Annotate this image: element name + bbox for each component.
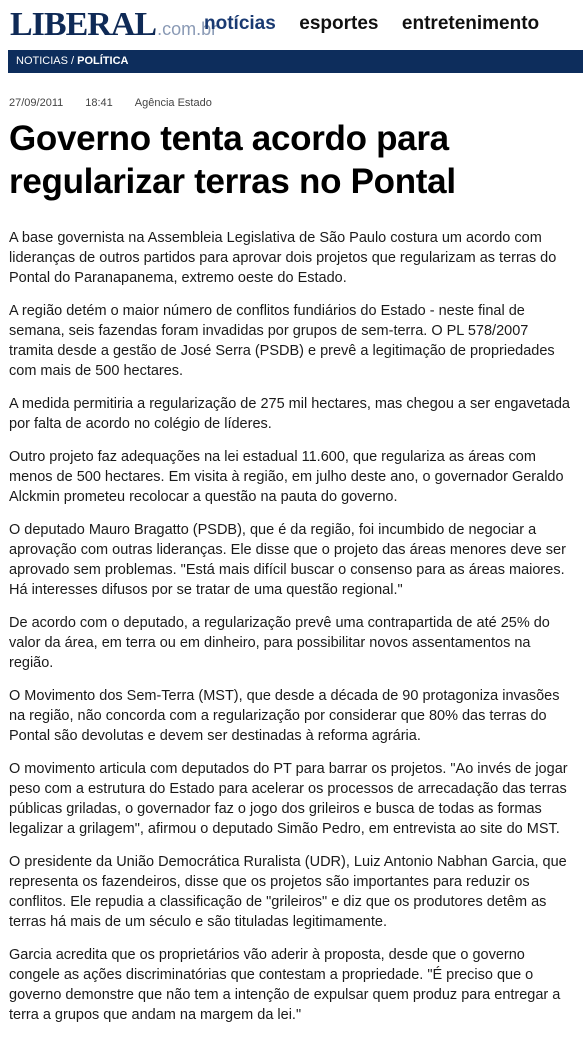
article-paragraph: De acordo com o deputado, a regularização prevê uma contrapartida de até 25% do valor da área, em terra ou em dinheiro, para possibilitar novos assentamentos na região. (9, 615, 550, 671)
site-logo[interactable] (10, 6, 217, 44)
article-paragraph: O Movimento dos Sem-Terra (MST), que desde a década de 90 protagoniza invasões na região, não concorda com a regularização por considerar que 80% das terras do Pontal são devolutas e devem ser destinadas à reforma agrária. (9, 688, 560, 744)
article-body (9, 228, 574, 1025)
logo-text: LIBERAL (10, 6, 157, 43)
article-paragraph: Outro projeto faz adequações na lei estadual 11.600, que regulariza as áreas com menos de 500 hectares. Em visita à região, em julho deste ano, o governador Geraldo Alckmin prometeu recolocar a questão na pauta do governo. (9, 449, 564, 505)
site-header (0, 0, 583, 48)
breadcrumb-subsection[interactable]: POLÍTICA (77, 55, 129, 67)
main-nav (204, 13, 558, 35)
logo-domain: .com.br (157, 19, 218, 39)
article-paragraph: A região detém o maior número de conflitos fundiários do Estado - neste final de semana, seis fazendas foram invadidas por grupos de sem-terra. O PL 578/2007 tramita desde a gestão de José Serra (PSDB) e prevê a legitimação de propriedades com mais de 500 hectares. (9, 303, 555, 379)
nav-esportes[interactable]: esportes (299, 13, 379, 34)
breadcrumb-separator: / (67, 55, 78, 67)
article-meta (9, 97, 574, 111)
nav-noticias[interactable]: notícias (204, 13, 276, 34)
article-paragraph: Garcia acredita que os proprietários vão aderir à proposta, desde que o governo congele as ações discriminatórias que contestam a propriedade. "É preciso que o governo demonstre que não tem a intenção de expulsar quem produz para entregar a terra a grupos que andam na margem da lei." (9, 947, 561, 1023)
article-title: Governo tenta acordo para regularizar terras no Pontal (9, 119, 456, 201)
article-paragraph: A medida permitiria a regularização de 275 mil hectares, mas chegou a ser engavetada por falta de acordo no colégio de líderes. (9, 396, 570, 432)
article-time: 18:41 (85, 97, 113, 109)
article (9, 97, 574, 1038)
article-paragraph: O deputado Mauro Bragatto (PSDB), que é da região, foi incumbido de negociar a aprovação com outras lideranças. Ele disse que o projeto das áreas menores deve ser aprovado sem problemas. "Está mais difícil buscar o consenso para as áreas maiores. Há interesses difusos por se tratar de uma questão regional." (9, 522, 566, 598)
breadcrumb (8, 50, 583, 73)
article-paragraph: O movimento articula com deputados do PT para barrar os projetos. "Ao invés de jogar peso com a estrutura do Estado para acelerar os processos de arrecadação das terras públicas griladas, o governador faz o jogo dos grileiros e busca de todas as formas legalizar a grilagem", afirmou o deputado Simão Pedro, em entrevista ao site do MST. (9, 761, 568, 837)
article-paragraph: A base governista na Assembleia Legislativa de São Paulo costura um acordo com lideranças de outros partidos para aprovar dois projetos que regularizam as terras do Pontal do Paranapanema, extremo oeste do Estado. (9, 230, 557, 286)
article-paragraph: O presidente da União Democrática Ruralista (UDR), Luiz Antonio Nabhan Garcia, que representa os fazendeiros, disse que os projetos são importantes para reduzir os conflitos. Ele repudia a classificação de "grileiros" e diz que os produtores detêm as terras há mais de um século e são tituladas legitimamente. (9, 854, 567, 930)
breadcrumb-section[interactable]: NOTICIAS (16, 55, 68, 67)
nav-entretenimento[interactable]: entretenimento (401, 13, 540, 34)
article-date: 27/09/2011 (9, 97, 64, 109)
article-source: Agência Estado (134, 97, 212, 109)
